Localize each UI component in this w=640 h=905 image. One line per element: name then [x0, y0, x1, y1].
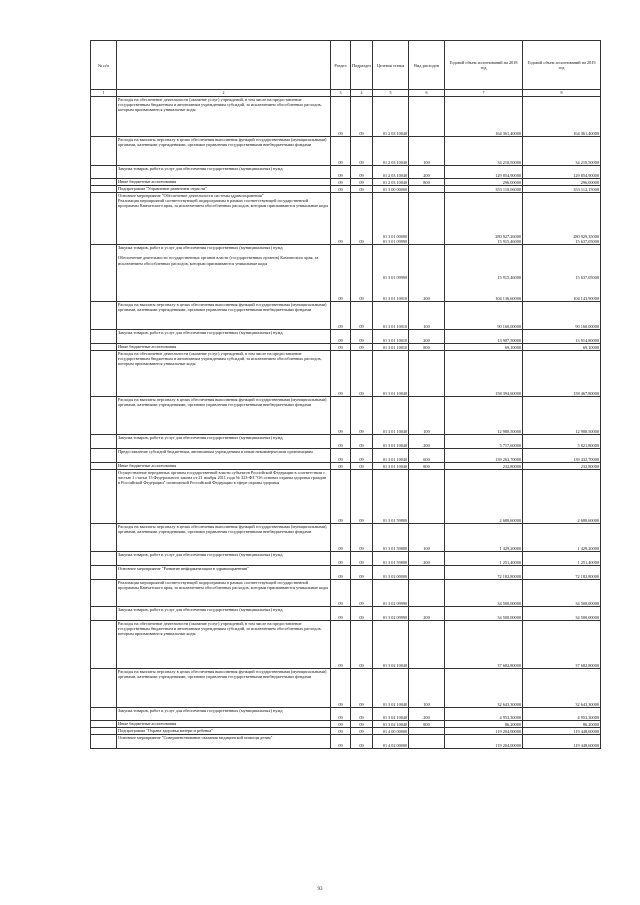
- cell-section: 09: [331, 166, 351, 179]
- table-row: [91, 344, 601, 351]
- cell-target: 01 3 02 10040: [373, 621, 409, 669]
- cell-name: Расходы на выплаты персоналу в целях обеспечения выполнения функций государственными (муниципальными) органами, казенными учреждениями, органами управления государственными внебюджетными фондами: [117, 669, 331, 708]
- cell-exp-type: 200: [409, 435, 445, 449]
- cell-section: 09: [331, 193, 351, 245]
- cell-target: 01 3 01 10010: [373, 344, 409, 351]
- cell-vol-2018: 34 500,00000: [445, 580, 523, 607]
- cell-vol-2018: 158 394,60000: [445, 351, 523, 397]
- cell-target: 01 3 01 10040: [373, 397, 409, 435]
- cell-name: Расходы на выплаты персоналу в целях обеспечения выполнения функций государственными (муниципальными) органами, казенными учреждениями, органами управления государственными внебюджетными фондами: [117, 302, 331, 330]
- cell-target: 01 3 02 10040: [373, 669, 409, 708]
- column-number-row: [91, 90, 601, 97]
- cell-vol-2019: 139 432,70000: [523, 449, 601, 463]
- cell-target: 01 2 03 10040: [373, 97, 409, 137]
- cell-section: 09: [331, 330, 351, 344]
- cell-target: 01 3 01 59800: [373, 552, 409, 566]
- cell-name: Расходы на обеспечение деятельности (оказание услуг) учреждений, в том числе на предоставление государственным бюджетным и автономным учреждениям субсидий, за исключением обособленных расходов, которым присваиваются уникальные коды: [117, 621, 331, 669]
- cell-exp-type: [409, 470, 445, 524]
- cell-exp-type: [409, 735, 445, 749]
- budget-document: [90, 40, 600, 749]
- cell-section: 09: [331, 186, 351, 193]
- cell-target: 01 3 01 10010: [373, 330, 409, 344]
- cell-subsection: 09: [351, 97, 373, 137]
- table-row: [91, 580, 601, 607]
- cell-num: [91, 449, 117, 463]
- cell-vol-2018: 1 429,20000: [445, 524, 523, 552]
- table-row: [91, 166, 601, 179]
- cell-subsection: 09: [351, 669, 373, 708]
- table-row: [91, 566, 601, 580]
- cell-section: 09: [331, 463, 351, 470]
- cell-vol-2019: 129 854,90000: [523, 166, 601, 179]
- cell-vol-2018: 37 682,80000: [445, 621, 523, 669]
- cell-num: [91, 552, 117, 566]
- cell-num: [91, 708, 117, 721]
- cell-vol-2018: 139 263,70000: [445, 449, 523, 463]
- header-vol-2018: Годовой объем ассигнований на 2018 год: [445, 41, 523, 90]
- header-num: № п/п: [91, 41, 117, 90]
- cell-exp-type: 200: [409, 552, 445, 566]
- cell-section: 09: [331, 524, 351, 552]
- header-name: [117, 41, 331, 90]
- cell-name: Иные бюджетные ассигнования: [117, 463, 331, 470]
- cell-vol-2018: 296,00000: [445, 179, 523, 186]
- cell-subsection: 09: [351, 397, 373, 435]
- cell-vol-2018: 12 980,50000: [445, 397, 523, 435]
- cell-name: Расходы на выплаты персоналу в целях обеспечения выполнения функций государственными (муниципальными) органами, казенными учреждениями, органами управления государственными внебюджетными фондами: [117, 524, 331, 552]
- cell-vol-2018: 119 204,00000: [445, 728, 523, 735]
- header-target: Целевая статья: [373, 41, 409, 90]
- cell-section: 09: [331, 580, 351, 607]
- cell-exp-type: 200: [409, 708, 445, 721]
- cell-vol-2019: 158 467,80000: [523, 351, 601, 397]
- cell-target: 01 3 00 00000: [373, 186, 409, 193]
- cell-vol-2018: 90 160,00000: [445, 302, 523, 330]
- cell-section: 09: [331, 669, 351, 708]
- cell-name: Закупка товаров, работ и услуг для обеспечения государственных (муниципальных) нужд: [117, 708, 331, 721]
- cell-exp-type: [409, 580, 445, 607]
- table-row: [91, 330, 601, 344]
- cell-section: 09: [331, 449, 351, 463]
- cell-vol-2018: 86,20000: [445, 721, 523, 728]
- cell-num: [91, 137, 117, 166]
- cell-subsection: 09: [351, 621, 373, 669]
- cell-target: 01 4 00 00000: [373, 728, 409, 735]
- cell-name: Закупка товаров, работ и услуг для обеспечения государственных (муниципальных) нужд Обеспечение деятельности государственных органов власти (государственных органов) Камчатского края, за исключением обособленных расходов, которым присваиваются уникальные коды: [117, 245, 331, 302]
- cell-section: 09: [331, 179, 351, 186]
- column-number: 4: [351, 90, 373, 97]
- cell-num: [91, 669, 117, 708]
- cell-subsection: 09: [351, 435, 373, 449]
- table-row: [91, 179, 601, 186]
- cell-name: Подпрограмма "Охрана здоровья матери и ребенка": [117, 728, 331, 735]
- cell-subsection: 09: [351, 245, 373, 302]
- cell-vol-2019: 37 682,80000: [523, 621, 601, 669]
- cell-exp-type: [409, 621, 445, 669]
- column-number: 5: [373, 90, 409, 97]
- cell-num: [91, 607, 117, 621]
- cell-vol-2018: 164 361,40000: [445, 97, 523, 137]
- cell-vol-2018: 69,10000: [445, 344, 523, 351]
- cell-name: Закупка товаров, работ и услуг для обеспечения государственных (муниципальных) нужд: [117, 552, 331, 566]
- cell-vol-2019: 72 182,80000: [523, 566, 601, 580]
- cell-section: 09: [331, 302, 351, 330]
- cell-vol-2018: 353 110,06000: [445, 186, 523, 193]
- cell-section: 09: [331, 735, 351, 749]
- cell-subsection: 09: [351, 179, 373, 186]
- cell-exp-type: 100: [409, 669, 445, 708]
- table-row: [91, 397, 601, 435]
- table-row: [91, 669, 601, 708]
- cell-subsection: 09: [351, 463, 373, 470]
- cell-target: 01 3 01 09990 01 3 01 10010: [373, 245, 409, 302]
- cell-subsection: 09: [351, 344, 373, 351]
- cell-subsection: 09: [351, 449, 373, 463]
- cell-vol-2019: 13 914,80000: [523, 330, 601, 344]
- cell-num: [91, 463, 117, 470]
- cell-vol-2019: 34 210,50000: [523, 137, 601, 166]
- cell-vol-2018: 34 500,00000: [445, 607, 523, 621]
- table-row: [91, 463, 601, 470]
- cell-vol-2019: 164 361,40000: [523, 97, 601, 137]
- cell-num: [91, 330, 117, 344]
- cell-target: 01 2 03 10040: [373, 137, 409, 166]
- table-row: [91, 621, 601, 669]
- cell-exp-type: 100: [409, 397, 445, 435]
- table-row: [91, 193, 601, 245]
- cell-section: 09: [331, 607, 351, 621]
- cell-name: Расходы на обеспечение деятельности (оказание услуг) учреждений, в том числе на предоставление государственным бюджетным и автономным учреждениям субсидий, за исключением обособленных расходов, которым присваиваются уникальные коды: [117, 351, 331, 397]
- cell-vol-2019: 86,20000: [523, 721, 601, 728]
- cell-exp-type: [409, 566, 445, 580]
- cell-section: 09: [331, 97, 351, 137]
- cell-name: Реализация мероприятий соответствующей подпрограммы в рамках соответствующей государственной программы Камчатского края, за исключением обособленных расходов, которым присваиваются уникальные коды: [117, 580, 331, 607]
- cell-section: 09: [331, 344, 351, 351]
- cell-num: [91, 435, 117, 449]
- cell-vol-2019: 119 448,60000: [523, 735, 601, 749]
- cell-subsection: 09: [351, 186, 373, 193]
- cell-exp-type: 800: [409, 721, 445, 728]
- cell-vol-2019: 280 929,35000 15 637,05000: [523, 193, 601, 245]
- cell-subsection: 09: [351, 193, 373, 245]
- cell-subsection: 09: [351, 470, 373, 524]
- cell-vol-2018: 15 915,46000 104 136,60000: [445, 245, 523, 302]
- cell-name: Осуществление переданных органам государственной власти субъектов Российской Федерации в соответствии с частью 1 статьи 15 Федерального закона от 21 ноября 2011 года № 323-ФЗ "Об основах охраны здоровья граждан в Российской Федерации" полномочий Российской Федерации в сфере охраны здоровья: [117, 470, 331, 524]
- cell-vol-2019: 12 980,50000: [523, 397, 601, 435]
- cell-num: [91, 721, 117, 728]
- cell-vol-2018: 119 204,00000: [445, 735, 523, 749]
- cell-name: Предоставление субсидий бюджетным, автономным учреждениям и иным некоммерческим организациям: [117, 449, 331, 463]
- cell-exp-type: 800: [409, 344, 445, 351]
- cell-vol-2019: 2 680,60000: [523, 470, 601, 524]
- cell-vol-2019: 353 112,15000: [523, 186, 601, 193]
- column-number: 3: [331, 90, 351, 97]
- column-number: 7: [445, 90, 523, 97]
- cell-exp-type: 100: [409, 524, 445, 552]
- cell-name: Иные бюджетные ассигнования: [117, 179, 331, 186]
- cell-target: 01 2 03 10040: [373, 166, 409, 179]
- cell-num: [91, 470, 117, 524]
- cell-target: 01 3 02 00000: [373, 566, 409, 580]
- cell-target: 01 3 02 09990: [373, 607, 409, 621]
- cell-num: [91, 397, 117, 435]
- cell-target: 01 3 01 10040: [373, 449, 409, 463]
- cell-exp-type: [409, 351, 445, 397]
- cell-section: 09: [331, 721, 351, 728]
- cell-target: 01 3 01 00000 01 3 01 09990: [373, 193, 409, 245]
- cell-name: Иные бюджетные ассигнования: [117, 344, 331, 351]
- cell-name: Расходы на выплаты персоналу в целях обеспечения выполнения функций государственными (муниципальными) органами, казенными учреждениями, органами управления государственными внебюджетными фондами: [117, 137, 331, 166]
- cell-vol-2019: 1 429,20000: [523, 524, 601, 552]
- cell-exp-type: [409, 728, 445, 735]
- cell-exp-type: 200: [409, 330, 445, 344]
- cell-section: 09: [331, 470, 351, 524]
- table-row: [91, 137, 601, 166]
- cell-target: 01 3 02 10040: [373, 721, 409, 728]
- cell-subsection: 09: [351, 330, 373, 344]
- cell-exp-type: 600: [409, 449, 445, 463]
- cell-vol-2018: 32 643,30000: [445, 669, 523, 708]
- cell-num: [91, 97, 117, 137]
- cell-num: [91, 193, 117, 245]
- cell-name: Основное мероприятие "Совершенствование оказания медицинской помощи детям": [117, 735, 331, 749]
- table-row: [91, 302, 601, 330]
- column-number: 8: [523, 90, 601, 97]
- table-row: [91, 351, 601, 397]
- cell-section: 09: [331, 137, 351, 166]
- cell-exp-type: 200: [409, 166, 445, 179]
- table-body: [91, 97, 601, 749]
- cell-vol-2018: 129 854,90000: [445, 166, 523, 179]
- cell-target: 01 3 01 59800: [373, 470, 409, 524]
- table-row: [91, 708, 601, 721]
- cell-target: 01 2 03 10040: [373, 179, 409, 186]
- column-number: 1: [91, 90, 117, 97]
- cell-subsection: 09: [351, 566, 373, 580]
- cell-num: [91, 245, 117, 302]
- cell-section: 09: [331, 566, 351, 580]
- cell-num: [91, 735, 117, 749]
- table-row: [91, 470, 601, 524]
- cell-name: Закупка товаров, работ и услуг для обеспечения государственных (муниципальных) нужд: [117, 435, 331, 449]
- header-section: Раздел: [331, 41, 351, 90]
- table-row: [91, 552, 601, 566]
- cell-name: Основное мероприятие "Развитие информатизации в здравоохранении": [117, 566, 331, 580]
- cell-subsection: 09: [351, 708, 373, 721]
- cell-vol-2018: 72 182,80000: [445, 566, 523, 580]
- cell-vol-2019: 34 500,00000: [523, 607, 601, 621]
- cell-section: 09: [331, 728, 351, 735]
- cell-vol-2019: 119 448,60000: [523, 728, 601, 735]
- column-number: 2: [117, 90, 331, 97]
- cell-vol-2019: 90 160,00000: [523, 302, 601, 330]
- cell-vol-2018: 1 251,40000: [445, 552, 523, 566]
- cell-vol-2018: 2 680,60000: [445, 470, 523, 524]
- cell-exp-type: 800: [409, 463, 445, 470]
- table-row: [91, 245, 601, 302]
- cell-vol-2019: 296,00000: [523, 179, 601, 186]
- cell-vol-2019: 4 953,30000: [523, 708, 601, 721]
- cell-subsection: 09: [351, 166, 373, 179]
- cell-subsection: 09: [351, 607, 373, 621]
- cell-target: 01 3 01 10040: [373, 435, 409, 449]
- cell-subsection: 09: [351, 580, 373, 607]
- cell-exp-type: [409, 193, 445, 245]
- cell-vol-2019: 34 500,00000: [523, 580, 601, 607]
- cell-section: 09: [331, 552, 351, 566]
- page-number: 93: [317, 887, 323, 892]
- cell-exp-type: [409, 97, 445, 137]
- cell-name: Закупка товаров, работ и услуг для обеспечения государственных (муниципальных) нужд: [117, 166, 331, 179]
- cell-subsection: 09: [351, 351, 373, 397]
- cell-exp-type: 100: [409, 302, 445, 330]
- cell-vol-2018: 34 210,50000: [445, 137, 523, 166]
- cell-vol-2019: 232,80000: [523, 463, 601, 470]
- table-row: [91, 735, 601, 749]
- cell-name: Подпрограмма "Управление развитием отрасли": [117, 186, 331, 193]
- table-row: [91, 607, 601, 621]
- cell-name: Закупка товаров, работ и услуг для обеспечения государственных (муниципальных) нужд: [117, 607, 331, 621]
- cell-exp-type: 800: [409, 179, 445, 186]
- cell-num: [91, 344, 117, 351]
- cell-name: Иные бюджетные ассигнования: [117, 721, 331, 728]
- cell-num: [91, 566, 117, 580]
- cell-num: [91, 186, 117, 193]
- cell-num: [91, 728, 117, 735]
- cell-subsection: 09: [351, 721, 373, 728]
- cell-section: 09: [331, 708, 351, 721]
- table-row: [91, 449, 601, 463]
- cell-vol-2019: 15 637,05000 104 143,90000: [523, 245, 601, 302]
- table-header-row: [91, 41, 601, 90]
- cell-subsection: 09: [351, 524, 373, 552]
- cell-name: Закупка товаров, работ и услуг для обеспечения государственных (муниципальных) нужд: [117, 330, 331, 344]
- cell-vol-2019: 69,10000: [523, 344, 601, 351]
- cell-num: [91, 580, 117, 607]
- table-row: [91, 721, 601, 728]
- cell-subsection: 09: [351, 728, 373, 735]
- cell-num: [91, 179, 117, 186]
- cell-section: 09: [331, 245, 351, 302]
- cell-target: 01 3 01 59800: [373, 524, 409, 552]
- cell-exp-type: [409, 186, 445, 193]
- cell-exp-type: 200: [409, 245, 445, 302]
- cell-num: [91, 302, 117, 330]
- cell-num: [91, 524, 117, 552]
- cell-subsection: 09: [351, 735, 373, 749]
- cell-vol-2018: 13 907,50000: [445, 330, 523, 344]
- cell-target: 01 3 01 10010: [373, 302, 409, 330]
- table-row: [91, 524, 601, 552]
- table-row: [91, 435, 601, 449]
- cell-vol-2019: 5 821,80000: [523, 435, 601, 449]
- cell-vol-2019: 1 251,40000: [523, 552, 601, 566]
- cell-vol-2019: 32 643,30000: [523, 669, 601, 708]
- cell-section: 09: [331, 621, 351, 669]
- cell-target: 01 4 02 00000: [373, 735, 409, 749]
- header-exp-type: Вид расходов: [409, 41, 445, 90]
- cell-section: 09: [331, 397, 351, 435]
- cell-num: [91, 166, 117, 179]
- cell-target: 01 3 02 09990: [373, 580, 409, 607]
- column-number: 6: [409, 90, 445, 97]
- table-row: [91, 728, 601, 735]
- cell-target: 01 3 02 10040: [373, 708, 409, 721]
- cell-target: 01 3 01 10040: [373, 463, 409, 470]
- cell-subsection: 09: [351, 137, 373, 166]
- cell-name: Расходы на выплаты персоналу в целях обеспечения выполнения функций государственными (муниципальными) органами, казенными учреждениями, органами управления государственными внебюджетными фондами: [117, 397, 331, 435]
- cell-subsection: 09: [351, 552, 373, 566]
- table-row: [91, 97, 601, 137]
- cell-vol-2018: 5 717,60000: [445, 435, 523, 449]
- cell-subsection: 09: [351, 302, 373, 330]
- cell-num: [91, 351, 117, 397]
- header-vol-2019: Годовой объем ассигнований на 2019 год: [523, 41, 601, 90]
- cell-section: 09: [331, 351, 351, 397]
- cell-exp-type: 100: [409, 137, 445, 166]
- cell-name: Основное мероприятие "Обеспечение деятельности системы здравоохранения" Реализация мероприятий соответствующей подпрограммы в рамках соответствующей государственной программы Камчатского края, за исключением обособленных расходов, которым присваиваются уникальные коды: [117, 193, 331, 245]
- cell-num: [91, 621, 117, 669]
- cell-vol-2018: 232,80000: [445, 463, 523, 470]
- budget-table: [90, 40, 601, 749]
- cell-name: Расходы на обеспечение деятельности (оказание услуг) учреждений, в том числе на предоставление государственным бюджетным и автономным учреждениям субсидий, за исключением обособленных расходов, которым присваиваются уникальные коды: [117, 97, 331, 137]
- cell-vol-2018: 4 953,30000: [445, 708, 523, 721]
- header-subsection: Подраздел: [351, 41, 373, 90]
- cell-section: 09: [331, 435, 351, 449]
- cell-exp-type: 200: [409, 607, 445, 621]
- cell-target: 01 3 01 10040: [373, 351, 409, 397]
- table-row: [91, 186, 601, 193]
- cell-vol-2018: 280 927,26000 15 915,46000: [445, 193, 523, 245]
